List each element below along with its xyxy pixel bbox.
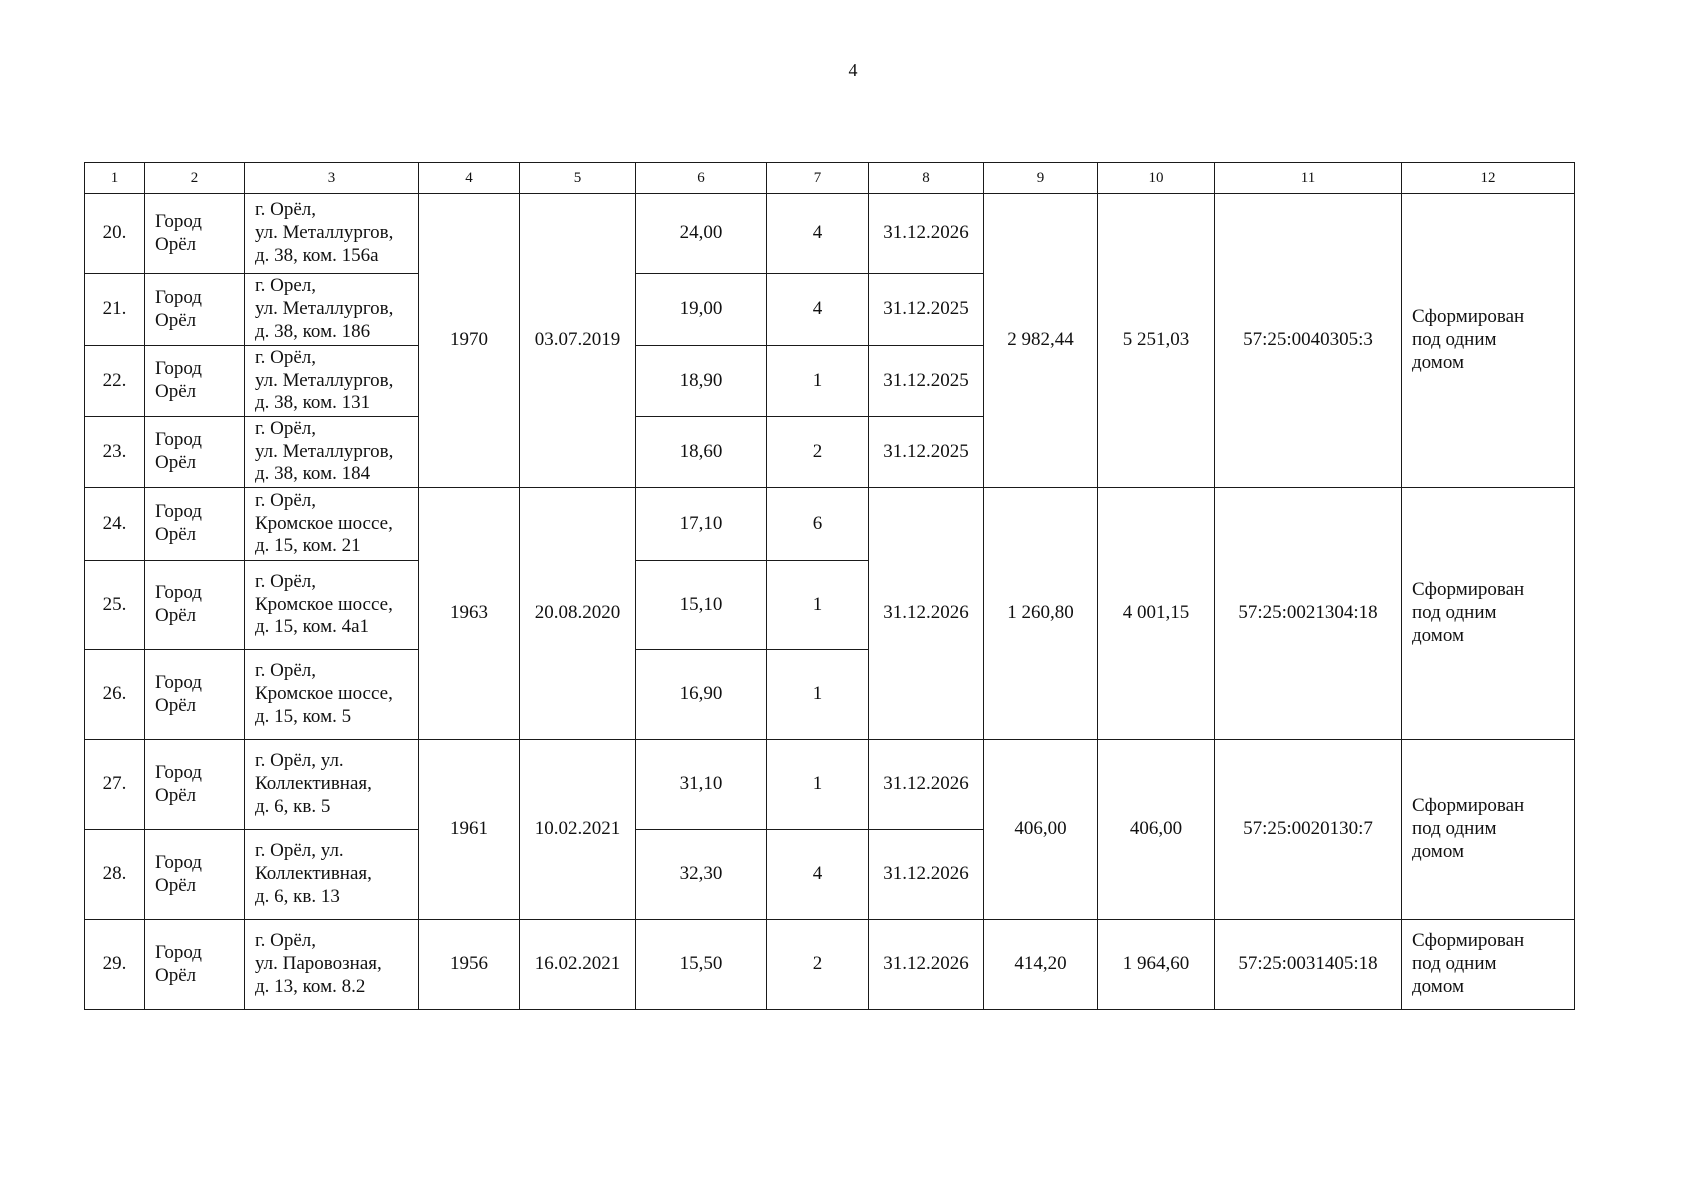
col-header: 6 xyxy=(636,163,767,194)
address: г. Орел, ул. Металлургов, д. 38, ком. 186 xyxy=(245,274,419,346)
col-header: 1 xyxy=(85,163,145,194)
settlement: Город Орёл xyxy=(145,274,245,346)
residents: 4 xyxy=(767,830,869,920)
table-row xyxy=(85,740,1575,830)
col-header: 3 xyxy=(245,163,419,194)
settlement: Город Орёл xyxy=(145,417,245,488)
residents: 6 xyxy=(767,488,869,561)
col-header: 4 xyxy=(419,163,520,194)
residents: 4 xyxy=(767,274,869,346)
deadline: 31.12.2025 xyxy=(869,346,984,417)
page-number: 4 xyxy=(848,60,858,80)
residents: 4 xyxy=(767,194,869,274)
col-header: 2 xyxy=(145,163,245,194)
settlement: Город Орёл xyxy=(145,830,245,920)
row-number: 22. xyxy=(85,346,145,417)
deadline: 31.12.2026 xyxy=(869,194,984,274)
col-header: 10 xyxy=(1098,163,1215,194)
address: г. Орёл, ул. Металлургов, д. 38, ком. 131 xyxy=(245,346,419,417)
area: 19,00 xyxy=(636,274,767,346)
settlement: Город Орёл xyxy=(145,740,245,830)
col10-value: 4 001,15 xyxy=(1098,488,1215,740)
recognition-date: 03.07.2019 xyxy=(520,194,636,488)
residents: 1 xyxy=(767,650,869,740)
settlement: Город Орёл xyxy=(145,346,245,417)
deadline: 31.12.2025 xyxy=(869,417,984,488)
col-header: 11 xyxy=(1215,163,1402,194)
residents: 2 xyxy=(767,920,869,1010)
build-year: 1961 xyxy=(419,740,520,920)
area: 16,90 xyxy=(636,650,767,740)
residents: 2 xyxy=(767,417,869,488)
cadastral-number: 57:25:0031405:18 xyxy=(1215,920,1402,1010)
deadline: 31.12.2025 xyxy=(869,274,984,346)
address: г. Орёл, Кромское шоссе, д. 15, ком. 21 xyxy=(245,488,419,561)
cadastral-number: 57:25:0020130:7 xyxy=(1215,740,1402,920)
deadline: 31.12.2026 xyxy=(869,740,984,830)
address: г. Орёл, ул. Металлургов, д. 38, ком. 184 xyxy=(245,417,419,488)
area: 32,30 xyxy=(636,830,767,920)
column-number-row xyxy=(85,163,1575,194)
row-number: 27. xyxy=(85,740,145,830)
housing-registry-table xyxy=(84,162,1575,1010)
deadline: 31.12.2026 xyxy=(869,920,984,1010)
col-header: 7 xyxy=(767,163,869,194)
table-row xyxy=(85,920,1575,1010)
row-number: 28. xyxy=(85,830,145,920)
area: 31,10 xyxy=(636,740,767,830)
land-note: Сформирован под одним домом xyxy=(1402,488,1575,740)
settlement: Город Орёл xyxy=(145,561,245,650)
land-note: Сформирован под одним домом xyxy=(1402,740,1575,920)
residents: 1 xyxy=(767,346,869,417)
land-note: Сформирован под одним домом xyxy=(1402,194,1575,488)
col-header: 5 xyxy=(520,163,636,194)
build-year: 1956 xyxy=(419,920,520,1010)
row-number: 21. xyxy=(85,274,145,346)
area: 18,60 xyxy=(636,417,767,488)
col9-value: 2 982,44 xyxy=(984,194,1098,488)
recognition-date: 16.02.2021 xyxy=(520,920,636,1010)
col9-value: 414,20 xyxy=(984,920,1098,1010)
address: г. Орёл, ул. Металлургов, д. 38, ком. 156а xyxy=(245,194,419,274)
row-number: 25. xyxy=(85,561,145,650)
row-number: 23. xyxy=(85,417,145,488)
row-number: 29. xyxy=(85,920,145,1010)
row-number: 20. xyxy=(85,194,145,274)
area: 17,10 xyxy=(636,488,767,561)
land-note: Сформирован под одним домом xyxy=(1402,920,1575,1010)
row-number: 24. xyxy=(85,488,145,561)
area: 15,50 xyxy=(636,920,767,1010)
address: г. Орёл, ул. Коллективная, д. 6, кв. 13 xyxy=(245,830,419,920)
cadastral-number: 57:25:0040305:3 xyxy=(1215,194,1402,488)
col9-value: 406,00 xyxy=(984,740,1098,920)
table-row xyxy=(85,488,1575,561)
address: г. Орёл, Кромское шоссе, д. 15, ком. 4а1 xyxy=(245,561,419,650)
table-row xyxy=(85,194,1575,274)
address: г. Орёл, ул. Коллективная, д. 6, кв. 5 xyxy=(245,740,419,830)
area: 18,90 xyxy=(636,346,767,417)
recognition-date: 10.02.2021 xyxy=(520,740,636,920)
deadline: 31.12.2026 xyxy=(869,488,984,740)
cadastral-number: 57:25:0021304:18 xyxy=(1215,488,1402,740)
col10-value: 406,00 xyxy=(1098,740,1215,920)
col9-value: 1 260,80 xyxy=(984,488,1098,740)
settlement: Город Орёл xyxy=(145,488,245,561)
area: 24,00 xyxy=(636,194,767,274)
address: г. Орёл, ул. Паровозная, д. 13, ком. 8.2 xyxy=(245,920,419,1010)
build-year: 1970 xyxy=(419,194,520,488)
col10-value: 5 251,03 xyxy=(1098,194,1215,488)
area: 15,10 xyxy=(636,561,767,650)
settlement: Город Орёл xyxy=(145,920,245,1010)
settlement: Город Орёл xyxy=(145,650,245,740)
col-header: 12 xyxy=(1402,163,1575,194)
col-header: 8 xyxy=(869,163,984,194)
deadline: 31.12.2026 xyxy=(869,830,984,920)
row-number: 26. xyxy=(85,650,145,740)
build-year: 1963 xyxy=(419,488,520,740)
col-header: 9 xyxy=(984,163,1098,194)
residents: 1 xyxy=(767,740,869,830)
residents: 1 xyxy=(767,561,869,650)
address: г. Орёл, Кромское шоссе, д. 15, ком. 5 xyxy=(245,650,419,740)
recognition-date: 20.08.2020 xyxy=(520,488,636,740)
col10-value: 1 964,60 xyxy=(1098,920,1215,1010)
settlement: Город Орёл xyxy=(145,194,245,274)
